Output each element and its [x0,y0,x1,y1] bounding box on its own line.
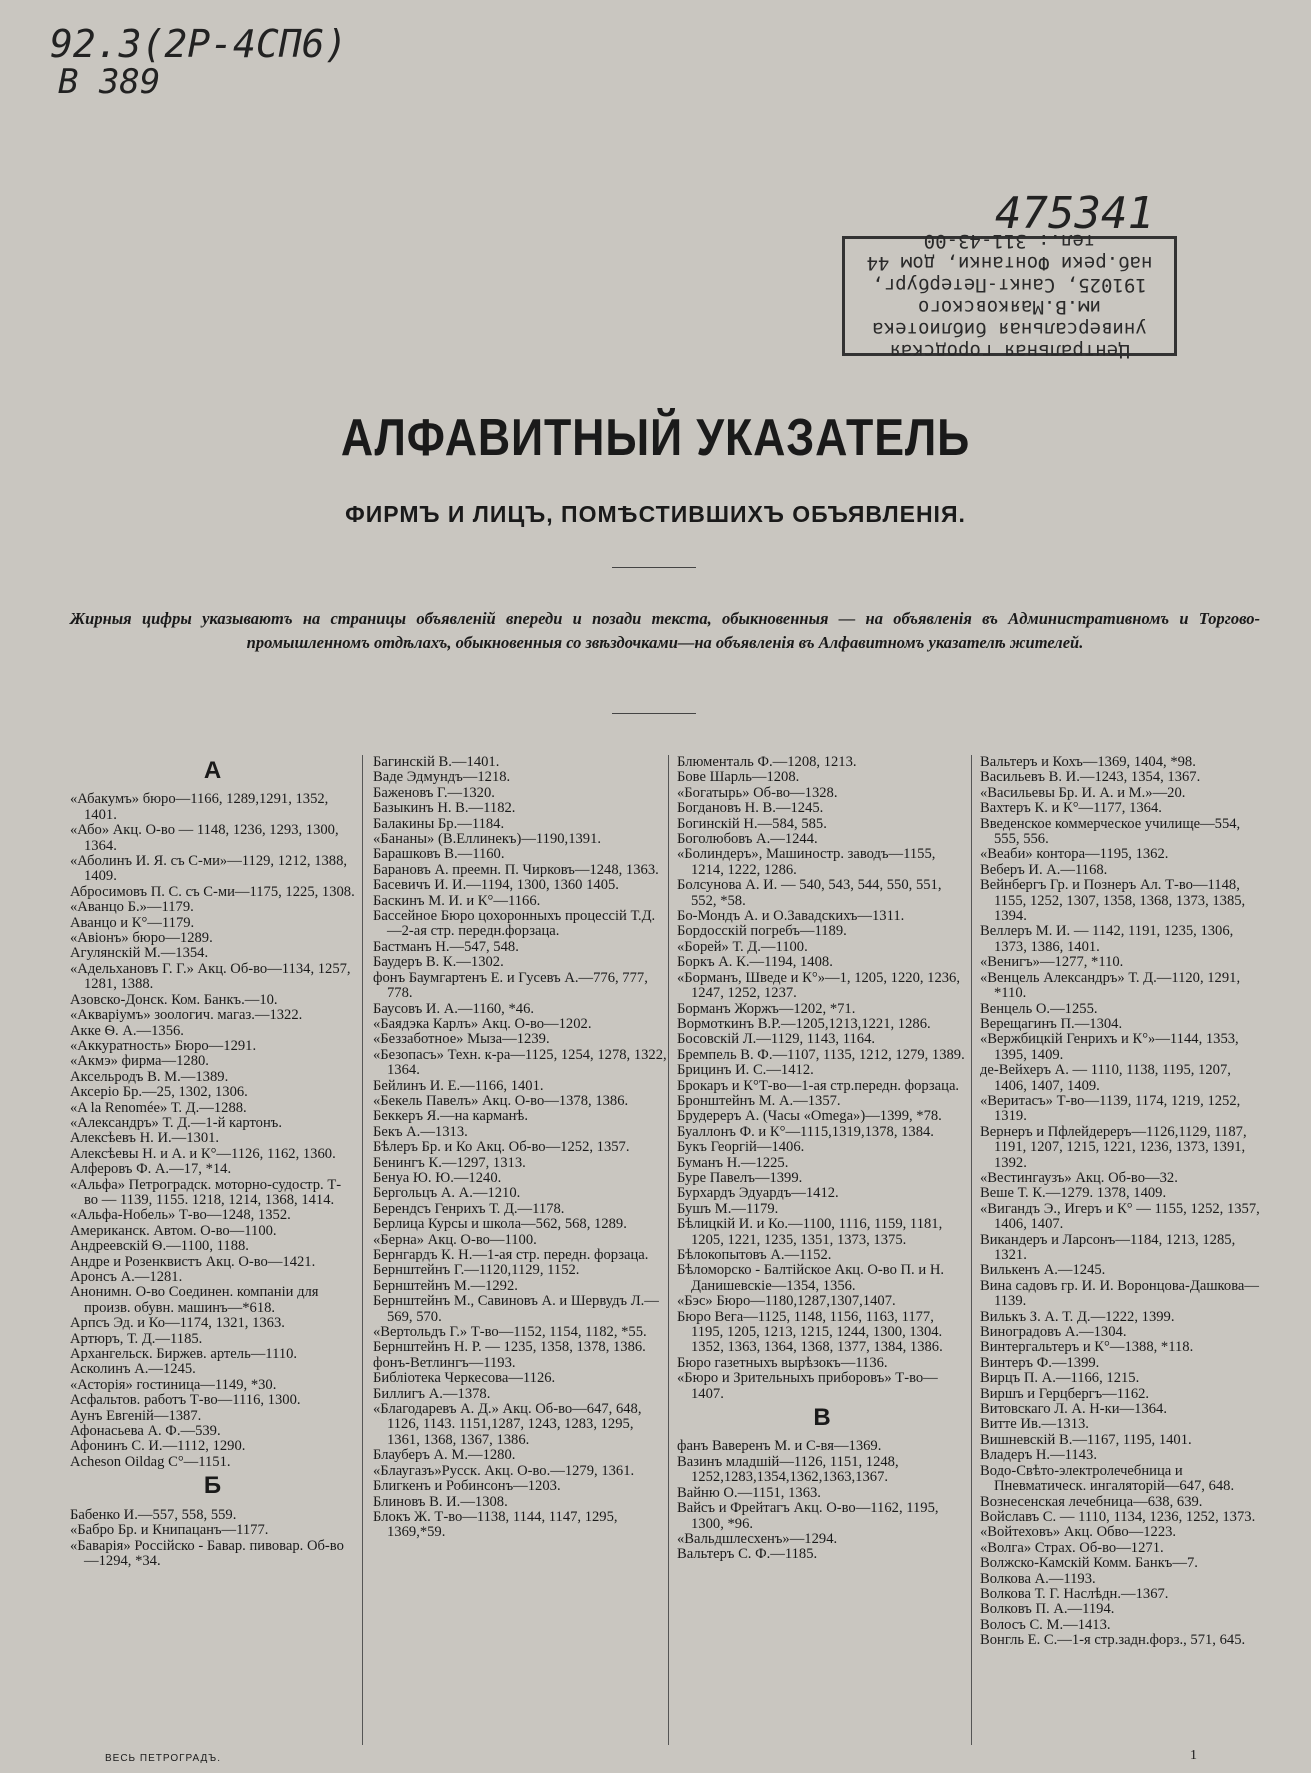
index-entry: Блокъ Ж. Т-во—1138, 1144, 1147, 1295, 1369,*59. [373,1508,618,1541]
index-entry: Водо-Свѣто-электролечебница и Пневматическ. ингаляторій—647, 648. [980,1462,1235,1495]
index-entry: Бернштейнъ М., Савиновъ А. и Шервудъ Л.—569, 570. [373,1293,659,1325]
index-entry: «Благодаревъ А. Д.» Акц. Об-во—647, 648, 1126, 1143. 1151,1287, 1243, 1283, 1295, 1361, 1368, 1367, 1386. [373,1401,642,1448]
column-divider [362,755,363,1745]
index-entry: «Беззаботное» Мыза—1239. [373,1031,550,1048]
index-entry: «Вестингаузъ» Акц. Об-во—32. [980,1169,1178,1186]
index-entry: Азовско-Донск. Ком. Банкъ.—10. [70,991,278,1008]
index-entry: Васильевъ В. И.—1243, 1354, 1367. [980,769,1201,786]
index-entry: «Адельхановъ Г. Г.» Акц. Об-во—1134, 1257, 1281, 1388. [70,960,351,993]
index-entry: Вайсъ и Фрейтагъ Акц. О-во—1162, 1195, 1300, *96. [677,1500,939,1532]
index-entry: «Александръ» Т. Д.—1-й картонъ. [70,1114,282,1131]
index-entry: «Веритасъ» Т-во—1139, 1174, 1219, 1252, 1319. [980,1092,1241,1125]
index-entry: Беккеръ Я.—на карманѣ. [373,1108,528,1125]
index-entry: Базыкинъ Н. В.—1182. [373,800,516,817]
index-entry: «Блаугазъ»Русск. Акц. О-во.—1279, 1361. [373,1462,635,1479]
index-entry: «Аккуратность» Бюро—1291. [70,1037,257,1054]
index-entry: «Акваріумъ» зоологич. магаз.—1322. [70,1007,303,1024]
index-entry: Ваде Эдмундъ—1218. [373,769,511,786]
index-entry: Баженовъ Г.—1320. [373,784,495,801]
index-entry: Вознесенская лечебница—638, 639. [980,1493,1203,1510]
index-entry: Баудеръ В. К.—1302. [373,954,504,971]
index-entry: «Венигъ»—1277, *110. [980,954,1124,971]
index-entry: «Борей» Т. Д.—1100. [677,938,808,955]
index-entry: Бюро Вега—1125, 1148, 1156, 1163, 1177, 1195, 1205, 1213, 1215, 1244, 1300, 1304. 1352, 1363, 1364, 1368, 1377, 1384, 1386. [677,1308,943,1356]
index-entry: Бейлинъ И. Е.—1166, 1401. [373,1077,544,1094]
index-entry: «Альфа» Петроградск. моторно-судостр. Т-во — 1139, 1155. 1218, 1214, 1368, 1414. [70,1176,342,1208]
index-entry: Бюро газетныхъ вырѣзокъ—1136. [677,1354,888,1371]
index-entry: «Бэс» Бюро—1180,1287,1307,1407. [677,1293,896,1310]
index-entry: «Аванцо Б.»—1179. [70,899,194,916]
index-entry: Бушъ М.—1179. [677,1200,779,1217]
entries-list [373,755,668,1541]
index-entry: Бернштейнъ М.—1292. [373,1277,518,1294]
index-entry: Акке Ѳ. А.—1356. [70,1022,184,1039]
column-divider [971,755,972,1745]
stamp-line: Центральная городская [889,340,1130,362]
index-entry: Владеръ Н.—1143. [980,1447,1097,1464]
index-entry: Вейнбергъ Гр. и Познеръ Ал. Т-во—1148, 1155, 1252, 1307, 1358, 1368, 1373, 1385, 1394. [980,877,1246,925]
index-entry: Балакины Бр.—1184. [373,815,505,832]
index-entry: «A la Renomée» Т. Д.—1288. [70,1099,247,1116]
index-entry: Брокаръ и К°Т-во—1-ая стр.передн. форзаца. [677,1077,960,1094]
index-column-1 [70,755,355,1569]
index-entry: Бордосскій погребъ—1189. [677,923,847,940]
entries-list [980,755,1265,1649]
index-entry: Вахтеръ К. и К°—1177, 1364. [980,800,1162,817]
page-subtitle: ФИРМЪ И ЛИЦЪ, ПОМѢСТИВШИХЪ ОБЪЯВЛЕНІЯ. [345,501,966,527]
index-entry: Аронсъ А.—1281. [70,1269,183,1285]
divider [612,567,696,568]
index-entry: Викандеръ и Ларсонъ—1184, 1213, 1285, 1321. [980,1231,1236,1263]
index-entry: Виршъ и Герцбергъ—1162. [980,1385,1150,1402]
index-entry: Вонгль Е. С.—1-я стр.задн.форз., 571, 645. [980,1632,1246,1649]
index-entry: «Болиндеръ», Машиностр. заводъ—1155, 1214, 1222, 1286. [677,846,936,878]
index-entry: «Або» Акц. О-во — 1148, 1236, 1293, 1300, 1364. [70,822,339,854]
index-entry: Вальтеръ и Кохъ—1369, 1404, *98. [980,754,1196,770]
index-entry: Берлица Курсы и школа—562, 568, 1289. [373,1216,627,1233]
index-entry: Аунъ Евгеній—1387. [70,1407,202,1424]
index-entry: «Баядэка Карлъ» Акц. О-во—1202. [373,1015,592,1032]
index-entry: Баскинъ М. И. и К°—1166. [373,892,541,909]
index-entry: Архангельск. Биржев. артель—1110. [70,1346,298,1363]
index-entry: Вернеръ и Пфлейдереръ—1126,1129, 1187, 1191, 1207, 1215, 1221, 1236, 1373, 1391, 1392. [980,1123,1247,1171]
index-entry: Волжско-Камскій Комм. Банкъ—7. [980,1555,1198,1572]
index-entry: Витте Ив.—1313. [980,1416,1089,1433]
entries-list [70,1508,355,1570]
index-entry: «Вигандъ Э., Игеръ и К° — 1155, 1252, 1357, 1406, 1407. [980,1200,1260,1233]
index-entry: Вальтеръ С. Ф.—1185. [677,1546,818,1563]
index-entry: Аванцо и К°—1179. [70,914,195,931]
index-entry: Бѣлокопытовъ А.—1152. [677,1247,832,1263]
index-entry: Брудереръ А. (Часы «Omega»)—1399, *78. [677,1108,942,1125]
index-entry: Баусовъ И. А.—1160, *46. [373,1000,535,1017]
library-stamp [842,230,1177,362]
index-entry: «Аболинъ И. Я. съ С-ми»—1129, 1212, 1388, 1409. [70,853,348,885]
index-entry: Артюръ, Т. Д.—1185. [70,1330,203,1347]
index-entry: Болсунова А. И. — 540, 543, 544, 550, 551, 552, *58. [677,877,942,909]
index-entry: «Авіонъ» бюро—1289. [70,930,213,947]
index-entry: Бурхардъ Эдуардъ—1412. [677,1185,839,1202]
index-entry: «Бабро Бр. и Книпацанъ—1177. [70,1522,269,1539]
index-entry: Афонасьева А. Ф.—539. [70,1423,221,1440]
index-entry: Барашковъ В.—1160. [373,846,505,863]
stamp-line: универсальная библиотека [872,318,1147,340]
index-entry: «Богатырь» Об-во—1328. [677,784,838,801]
entries-list [677,1439,967,1562]
handwritten-code: В 389 [58,62,161,102]
index-entry: Барановъ А. преемн. П. Чирковъ—1248, 1363. [373,861,659,878]
index-entry: Арпсъ Эд. и Ко—1174, 1321, 1363. [70,1315,285,1332]
index-entry: Агулянскій М.—1354. [70,945,209,962]
index-entry: «Безопасъ» Техн. к-ра—1125, 1254, 1278, 1322, 1364. [373,1046,667,1079]
index-entry: «Вержбицкій Генрихъ и К°»—1144, 1353, 1395, 1409. [980,1031,1239,1063]
divider [612,713,696,714]
index-entry: Бронштейнъ М. А.—1357. [677,1092,841,1109]
index-entry: Acheson Oildag C°—1151. [70,1453,231,1470]
index-entry: Брицинъ И. С.—1412. [677,1062,814,1079]
index-entry: «Асторія» гостиница—1149, *30. [70,1376,277,1393]
index-entry: де-Вейхеръ А. — 1110, 1138, 1195, 1207, 1406, 1407, 1409. [980,1062,1231,1094]
index-column-3 [677,755,967,1563]
index-entry: Введенское коммерческое училище—554, 555, 556. [980,815,1241,848]
index-entry: Бернгардъ К. Н.—1-ая стр. передн. форзаца. [373,1247,649,1263]
entries-list [70,792,355,1470]
index-entry: Венцель О.—1255. [980,1000,1098,1017]
index-entry: Вишневскій В.—1167, 1195, 1401. [980,1431,1192,1448]
page-title: АЛФАВИТНЫЙ УКАЗАТЕЛЬ [340,409,971,467]
index-entry: Богинскій Н.—584, 585. [677,815,827,832]
index-entry: «Веаби» контора—1195, 1362. [980,846,1169,863]
index-entry: «Бюро и Зрительныхъ приборовъ» Т-во—1407. [677,1370,938,1402]
index-entry: Бѣлицкій И. и Ко.—1100, 1116, 1159, 1181, 1205, 1221, 1235, 1351, 1373, 1375. [677,1216,943,1248]
index-entry: Богдановъ Н. В.—1245. [677,800,824,817]
index-entry: Басевичъ И. И.—1194, 1300, 1360 1405. [373,877,619,894]
stamp-line: наб.реки Фонтанки, дом 44 [866,252,1153,274]
index-entry: Буре Павелъ—1399. [677,1169,803,1186]
index-entry: Боголюбовъ А.—1244. [677,831,818,848]
index-entry: «Альфа-Нобель» Т-во—1248, 1352. [70,1207,291,1224]
index-entry: Войславъ С. — 1110, 1134, 1236, 1252, 1373. [980,1508,1256,1525]
index-column-4 [980,755,1265,1649]
index-entry: Веше Т. К.—1279. 1378, 1409. [980,1185,1167,1202]
index-entry: Бенуа Ю. Ю.—1240. [373,1169,502,1186]
index-entry: Аксельродъ В. М.—1389. [70,1068,229,1085]
index-entry: Боркъ А. К.—1194, 1408. [677,954,833,971]
index-entry: «Войтеховъ» Акц. Обво—1223. [980,1524,1177,1541]
index-entry: Абросимовъ П. С. съ С-ми—1175, 1225, 1308. [70,883,355,900]
index-entry: «Бананы» (В.Еллинекъ)—1190,1391. [373,831,602,848]
index-entry: Вирцъ П. А.—1166, 1215. [980,1370,1140,1387]
section-letter-v: В [813,1404,831,1432]
page-number: 1 [1190,1748,1197,1763]
index-entry: Алексѣевы Н. и А. и К°—1126, 1162, 1360. [70,1145,336,1162]
index-entry: Блигкенъ и Робинсонъ—1203. [373,1478,561,1495]
handwritten-inventory-number: 475341 [995,188,1154,239]
index-entry: Блиновъ В. И.—1308. [373,1493,508,1510]
index-entry: Витовскаго Л. А. Н-ки—1364. [980,1401,1167,1418]
index-entry: «Бекель Павелъ» Акц. О-во—1378, 1386. [373,1092,629,1109]
index-entry: Бекъ А.—1313. [373,1123,468,1140]
index-entry: Бергольцъ А. А.—1210. [373,1185,521,1202]
section-letter-b: Б [203,1472,222,1500]
index-entry: Блауберъ А. М.—1280. [373,1447,516,1464]
section-letter-a: А [203,757,222,784]
index-entry: Бассейное Бюро цохоронныхъ процессій Т.Д.—2-ая стр. передн.форзаца. [373,908,656,940]
intro-paragraph: Жирныя цифры указываютъ на страницы объявленій впереди и позади текста, обыкновенныя — на объявленія въ Административномъ и Торгово-промышленномъ отдѣлахъ, обыкновенныя со звѣздочками—на объявленія въ Алфавитномъ указателѣ жителей. [70,609,1260,652]
index-entry: Вормоткинъ В.Р.—1205,1213,1221, 1286. [677,1015,931,1032]
index-entry: Асфальтов. работъ Т-во—1116, 1300. [70,1392,301,1409]
index-entry: Вазинъ младшій—1126, 1151, 1248, 1252,1283,1354,1362,1363,1367. [677,1453,899,1486]
index-entry: Андреевскій Ѳ.—1100, 1188. [70,1238,249,1255]
index-entry: Бѣломорско - Балтійское Акц. О-во П. и Н. Данишевскіе—1354, 1356. [677,1262,945,1294]
index-entry: Веллеръ М. И. — 1142, 1191, 1235, 1306, 1373, 1386, 1401. [980,923,1234,955]
index-entry: «Венцель Александръ» Т. Д.—1120, 1291, *110. [980,969,1241,1002]
index-entry: Виноградовъ А.—1304. [980,1324,1127,1341]
index-entry: Борманъ Жоржъ—1202, *71. [677,1000,856,1017]
running-footer: ВЕСЬ ПЕТРОГРАДЪ. [105,1753,221,1764]
index-entry: Бо-Мондъ А. и О.Завадскихъ—1311. [677,908,905,925]
index-entry: Американск. Автом. О-во—1100. [70,1222,277,1239]
index-entry: Биллигъ А.—1378. [373,1385,491,1402]
index-entry: Библіотека Черкесова—1126. [373,1370,556,1387]
index-entry: Анонимн. О-во Соединен. компаніи для произв. обувн. машинъ—*618. [70,1284,319,1316]
index-entry: Бове Шарль—1208. [677,769,800,786]
index-entry: Волосъ С. М.—1413. [980,1616,1111,1633]
index-entry: Вилькъ З. А. Т. Д.—1222, 1399. [980,1308,1175,1325]
index-entry: Волковъ П. А.—1194. [980,1601,1115,1618]
index-entry: фонъ Баумгартенъ Е. и Гусевъ А.—776, 777, 778. [373,969,648,1002]
index-column-2 [373,755,668,1541]
index-entry: Винтергальтеръ и К°—1388, *118. [980,1339,1194,1356]
index-entry: Алферовъ Ф. А.—17, *14. [70,1161,232,1178]
index-entry: Алексѣевъ Н. И.—1301. [70,1130,220,1147]
index-entry: Бѣлеръ Бр. и Ко Акц. Об-во—1252, 1357. [373,1139,630,1156]
index-entry: «Берна» Акц. О-во—1100. [373,1231,537,1248]
index-entry: «Волга» Страх. Об-во—1271. [980,1539,1164,1556]
index-entry: «Вертольдъ Г.» Т-во—1152, 1154, 1182, *55. [373,1324,647,1341]
index-entry: Афонинъ С. И.—1112, 1290. [70,1438,246,1455]
index-entry: Бремпель В. Ф.—1107, 1135, 1212, 1279, 1389. [677,1046,965,1063]
index-entry: Блюменталь Ф.—1208, 1213. [677,754,857,770]
index-entry: Асколинъ А.—1245. [70,1361,196,1378]
index-entry: Волкова А.—1193. [980,1570,1096,1587]
index-entry: Бернштейнъ Г.—1120,1129, 1152. [373,1262,580,1279]
index-entry: фанъ Ваверенъ М. и С-вя—1369. [677,1438,882,1455]
index-entry: Вайню О.—1151, 1363. [677,1484,821,1501]
index-entry: «Акмэ» фирма—1280. [70,1053,209,1070]
index-entry: «Баварія» Россійско - Бавар. пивовар. Об-во—1294, *34. [70,1537,344,1569]
index-entry: «Абакумъ» бюро—1166, 1289,1291, 1352, 1401. [70,791,329,823]
index-entry: «Борманъ, Шведе и К°»—1, 1205, 1220, 1236, 1247, 1252, 1237. [677,969,960,1002]
index-entry: Вилькенъ А.—1245. [980,1262,1106,1279]
index-entry: Бернштейнъ Н. Р. — 1235, 1358, 1378, 1386. [373,1339,646,1356]
index-entry: фонъ-Ветлингъ—1193. [373,1354,516,1371]
index-entry: Босовскій Л.—1129, 1143, 1164. [677,1031,876,1048]
index-entry: Аксеріо Бр.—25, 1302, 1306. [70,1084,248,1101]
index-entry: Бастманъ Н.—547, 548. [373,938,519,955]
stamp-line: 191025, Санкт-Петербург, [872,274,1147,296]
index-entry: «Вальдшлесхенъ»—1294. [677,1530,838,1547]
entries-list [677,755,967,1402]
index-entry: Бенингъ К.—1297, 1313. [373,1154,526,1171]
index-entry: Багинскій В.—1401. [373,754,500,770]
index-entry: Буаллонъ Ф. и К°—1115,1319,1378, 1384. [677,1123,934,1140]
index-entry: Волкова Т. Г. Наслѣдн.—1367. [980,1585,1169,1602]
stamp-line: тел.: 311-43-00 [923,230,1096,252]
index-entry: Вина садовъ гр. И. И. Воронцова-Дашкова—1139. [980,1277,1259,1310]
index-entry: Веберъ И. А.—1168. [980,861,1108,878]
index-entry: «Васильевы Бр. И. А. и М.»—20. [980,784,1186,801]
handwritten-shelfmark: 92.3(2Р-4СП6) [50,22,348,66]
index-entry: Андре и Розенквистъ Акц. О-во—1421. [70,1253,316,1270]
index-entry: Берендсъ Генрихъ Т. Д.—1178. [373,1200,565,1217]
index-entry: Бабенко И.—557, 558, 559. [70,1506,237,1523]
index-entry: Винтеръ Ф.—1399. [980,1354,1100,1371]
index-entry: Верещагинъ П.—1304. [980,1015,1123,1032]
index-entry: Букъ Георгій—1406. [677,1139,805,1156]
stamp-line: им.В.Маяковского [917,296,1102,318]
index-entry: Буманъ Н.—1225. [677,1154,789,1171]
column-divider [668,755,669,1745]
